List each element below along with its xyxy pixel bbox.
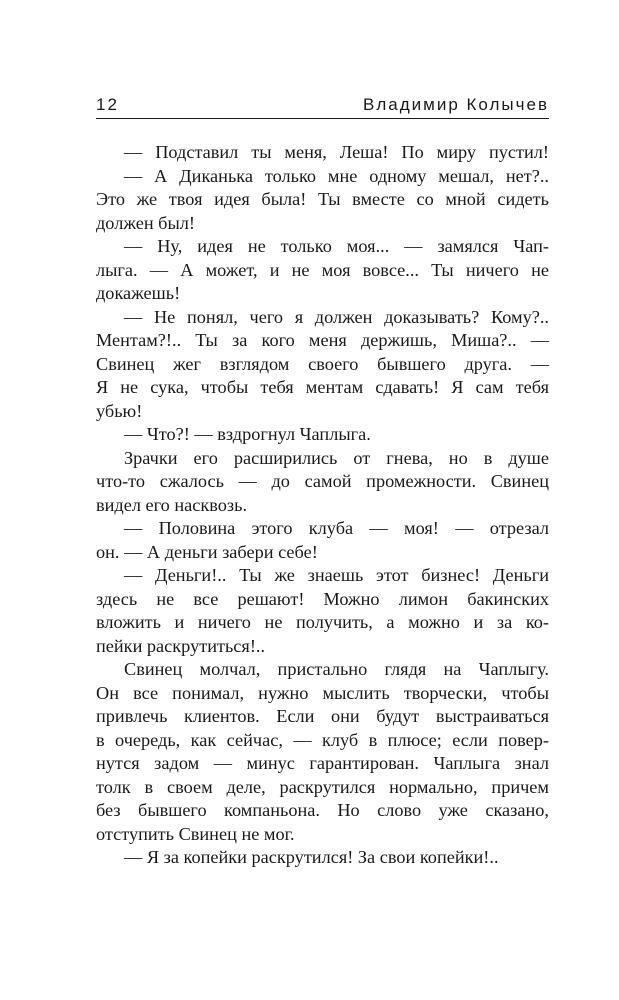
text-line: — А Диканька только мне одному мешал, нет?..	[124, 165, 549, 186]
text-line: Свинец жег взглядом своего бывшего друга. —	[96, 353, 549, 374]
text-line: вложить и ничего не получить, а можно и за ко-	[96, 612, 549, 632]
text-line: — Подставил ты меня, Леша! По миру пустил!	[124, 142, 549, 162]
text-line: Я не сука, чтобы тебя ментам сдавать! Я сам тебя	[96, 377, 549, 397]
text-line: толк в своем деле, раскрутился нормально, причем	[96, 776, 549, 797]
text-line: — Что?! — вздрогнул Чаплыга.	[124, 424, 371, 444]
text-line: докажешь!	[96, 283, 181, 303]
text-line: — Половина этого клуба — моя! — отрезал	[124, 518, 549, 538]
text-line: нутся задом — минус гарантирован. Чаплыга знал	[96, 753, 549, 773]
text-line: лыга. — А может, и не моя вовсе... Ты ничего не	[96, 259, 549, 280]
text-line: Это же твоя идея была! Ты вместе со мной сидеть	[96, 189, 549, 209]
text-line: Зрачки его расширились от гнева, но в душе	[124, 447, 549, 468]
text-line: Он все понимал, нужно мыслить творчески, чтобы	[96, 682, 549, 703]
body-text	[96, 141, 549, 870]
text-line: Свинец молчал, пристально глядя на Чаплыгу.	[124, 659, 549, 679]
text-line: — Деньги!.. Ты же знаешь этот бизнес! Деньги	[124, 565, 549, 585]
running-title-author: Владимир Колычев	[363, 95, 549, 114]
text-line: без бывшего компаньона. Но слово уже сказано,	[96, 800, 549, 820]
text-line: отступить Свинец не мог.	[96, 823, 295, 844]
text-line: что-то сжалось — до самой промежности. Свинец	[96, 471, 549, 491]
running-header	[96, 92, 549, 119]
text-line: привлечь клиентов. Если они будут выстраиваться	[96, 706, 549, 726]
page-number: 12	[96, 95, 119, 114]
text-line: он. — А деньги забери себе!	[96, 541, 318, 562]
text-line: — Ну, идея не только моя... — замялся Чап-	[124, 236, 549, 256]
text-line: пейки раскрутиться!..	[96, 635, 266, 656]
text-line: — Не понял, чего я должен доказывать? Кому?..	[124, 306, 549, 327]
text-line: убью!	[96, 400, 143, 421]
text-line: должен был!	[96, 212, 195, 233]
text-line: Ментам?!.. Ты за кого меня держишь, Миша?.. —	[96, 330, 549, 350]
text-line: здесь не все решают! Можно лимон бакинских	[96, 588, 549, 609]
text-line: — Я за копейки раскрутился! За свои копейки!..	[124, 847, 499, 867]
text-line: в очередь, как сейчас, — клуб в плюсе; если повер-	[96, 729, 549, 750]
text-line: видел его насквозь.	[96, 494, 248, 515]
